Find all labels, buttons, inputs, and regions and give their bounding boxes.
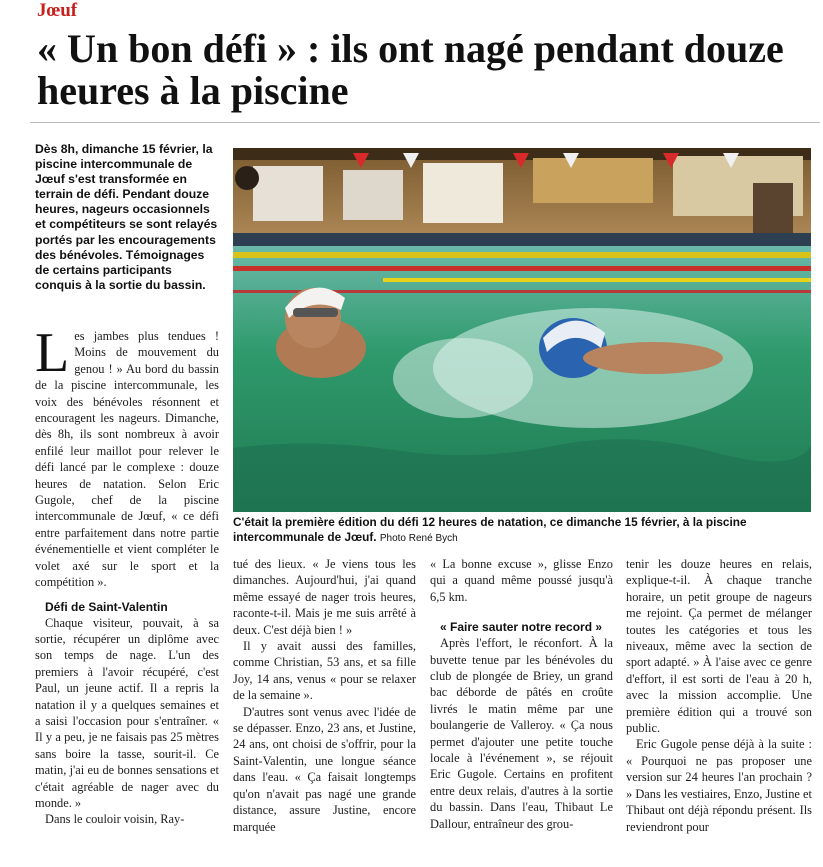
body-paragraph: tenir les douze heures en relais, explique-t-il. À chaque tranche horaire, un petit groupe de nageurs me rejoint. Ça permet de mélanger toutes les catégories et tous les niveaux, même avec la section de sport adapté. » À l'aise avec ce genre d'effort, il est sorti de l'eau à 20 h, avec la mission accomplie. Une première édition qui a trouvé son public.	[626, 557, 812, 736]
drop-cap: L	[35, 322, 70, 384]
body-paragraph: Après l'effort, le réconfort. À la buvette tenue par les bénévoles du club de plongée de Briey, un grand bac déborde de pâtés en croûte livrés le matin même par une boulangerie de Valleroy. « Ça nous permet d'ajouter une petite touche locale à l'événement », se réjouit Eric Gugole. Certains en profitent entre deux relais, d'autres à la sortie du bassin. Dans l'eau, Thibaut Le Dallour, entraîneur des grou-	[430, 636, 613, 831]
swimmers-photo-illustration	[233, 148, 811, 512]
body-paragraph: Chaque visiteur, pouvait, à sa sortie, récupérer un diplôme avec son temps de nage. L'un des premiers à l'avoir récupéré, c'est Paul, un jeune actif. Il a repris la natation il y a quelques semaines et a saisi l'occasion pour s'entraîner. « Il y a peu, je ne faisais pas 25 mètres sans boire la tasse, sourit-il. Ce matin, j'ai eu de bonnes sensations et c'était agréable de nager avec du monde. »	[35, 615, 219, 810]
column-4	[626, 556, 812, 835]
column-2	[233, 556, 416, 835]
body-paragraph: tué des lieux. « Je viens tous les dimanches. Aujourd'hui, j'ai quand même essayé de nager trois heures, raconte-t-il. Mais je me suis arrêté à deux. C'est déjà bien ! »	[233, 557, 416, 637]
article-photo	[233, 148, 811, 512]
article-headline: « Un bon défi » : ils ont nagé pendant douze heures à la piscine	[37, 26, 784, 113]
divider	[30, 122, 820, 123]
section-kicker: Jœuf	[37, 0, 78, 21]
subheading: Défi de Saint-Valentin	[45, 599, 168, 614]
article-lead: Dès 8h, dimanche 15 février, la piscine intercommunale de Jœuf s'est transformée en terrain de défi. Pendant douze heures, nageurs occasionnels et compétiteurs se sont relayés portés par les encouragements des bénévoles. Témoignages de certains participants conquis à la sortie du bassin.	[35, 142, 218, 292]
body-paragraph: Dans le couloir voisin, Ray-	[45, 812, 185, 827]
body-paragraph: Eric Gugole pense déjà à la suite : « Pourquoi ne pas proposer une version sur 24 heures l'an prochain ? » Dans les vestiaires, Enzo, Justine et Thibaut ont déjà répondu présent. Ils reviendront pour	[626, 737, 812, 834]
body-paragraph: « La bonne excuse », glisse Enzo qui a quand même poussé jusqu'à 6,5 km.	[430, 557, 613, 604]
subheading: « Faire sauter notre record »	[440, 620, 603, 635]
column-1	[35, 322, 219, 828]
body-paragraph: es jambes plus tendues ! Moins de mouvement du genou ! » Au bord du bassin de la piscine intercommunale, les voix des bénévoles résonnent et encouragent les nageurs. Dimanche, dès 8h, ils sont nombreux à avoir enfilé leur maillot pour relever le défi lancé par le complexe : douze heures de natation. Selon Eric Gugole, chef de la piscine intercommunale de Jœuf, « ce défi entre parfaitement dans notre partie événementielle et vient compléter le volet axé sur le sport et la compétition ».	[35, 329, 219, 590]
body-paragraph: Il y avait aussi des familles, comme Christian, 53 ans, et sa fille Joy, 14 ans, venus « pour se relaxer de la semaine ».	[233, 639, 416, 703]
photo-caption	[233, 515, 813, 546]
caption-text: C'était la première édition du défi 12 heures de natation, ce dimanche 15 février, à la piscine intercommunale de Jœuf.	[233, 515, 747, 544]
photo-credit: Photo René Bych	[379, 533, 458, 544]
column-3	[430, 556, 613, 832]
body-paragraph: D'autres sont venus avec l'idée de se dépasser. Enzo, 23 ans, et Justine, 24 ans, ont choisi de s'offrir, pour la Saint-Valentin, une longue séance dans l'eau. « Ça faisait longtemps qu'on n'avait pas nagé une grande distance, assure Justine, encore marquée	[233, 704, 416, 834]
